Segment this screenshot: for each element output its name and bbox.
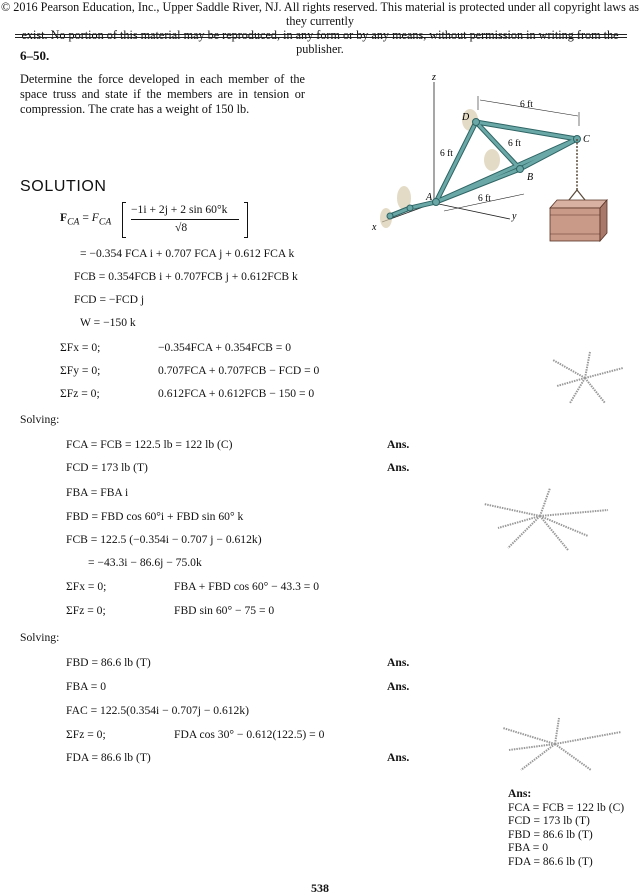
eq-fca-components: = −0.354 FCA i + 0.707 FCA j + 0.612 FCA k xyxy=(80,247,295,260)
eq-fba: FBA = FBA i xyxy=(66,486,129,499)
eq-sum-fx: −0.354FCA + 0.354FCB = 0 xyxy=(158,341,292,354)
eq-joint-b-fx-label: ΣFx = 0; xyxy=(66,580,107,593)
joint-D xyxy=(473,119,480,126)
x-axis-label: x xyxy=(372,222,377,233)
eq-joint-b-fz: FBD sin 60° − 75 = 0 xyxy=(174,604,275,617)
answer-fbd: FBD = 86.6 lb (T) xyxy=(508,827,593,841)
eq-fcb-vector: FCB = 122.5 (−0.354i − 0.707 j − 0.612k) xyxy=(66,533,262,546)
z-axis-label: z xyxy=(432,72,436,83)
support-B xyxy=(484,149,500,171)
fbd-sketch-c xyxy=(545,348,625,408)
page-number: 538 xyxy=(311,881,329,895)
member-BC xyxy=(520,139,577,169)
joint-A xyxy=(433,199,440,206)
eq-fbd: FBD = FBD cos 60°i + FBD sin 60° k xyxy=(66,510,244,523)
eq-fcd: FCD = −FCD j xyxy=(74,293,145,306)
answer-summary-title: Ans: xyxy=(508,787,532,800)
ans-marker: Ans. xyxy=(387,656,410,669)
solving-label-2: Solving: xyxy=(20,631,60,644)
eq-fca-denominator: √8 xyxy=(175,221,188,234)
y-axis-label: y xyxy=(512,211,517,222)
problem-statement: Determine the force developed in each member of the space truss and state if the members are in tension or compression. The crate has a weight of 150 lb. xyxy=(20,72,305,116)
ans-marker: Ans. xyxy=(387,461,410,474)
eq-fcb: FCB = 0.354FCB i + 0.707FCB j + 0.612FCB k xyxy=(74,270,298,283)
eq-joint-b-fx: FBA + FBD cos 60° − 43.3 = 0 xyxy=(174,580,320,593)
answer-summary xyxy=(508,787,633,868)
answer-fda: FDA = 86.6 lb (T) xyxy=(508,854,593,868)
eq-sum-fx-label: ΣFx = 0; xyxy=(60,341,101,354)
crate-front xyxy=(550,208,600,241)
copyright-line-2: exist. No portion of this material may be reproduced, in any form or by any means, without permission in writing from the publisher. xyxy=(21,28,619,56)
dim-mid: 6 ft xyxy=(508,139,521,149)
top-rule xyxy=(15,34,627,35)
ans-marker: Ans. xyxy=(387,680,410,693)
space-truss-figure xyxy=(360,70,630,255)
label-D: D xyxy=(462,112,470,123)
result-fba: FBA = 0 xyxy=(66,680,107,693)
eq-fca-lhs: $F_{CA} = F_{CA}$ xyxy=(60,211,112,228)
eq-fcb-components: = −43.3i − 86.6j − 75.0k xyxy=(88,556,202,569)
result-fbd: FBD = 86.6 lb (T) xyxy=(66,656,151,669)
crate-top xyxy=(550,200,607,208)
eq-sum-fz-label: ΣFz = 0; xyxy=(60,387,100,400)
label-B: B xyxy=(527,172,534,183)
copyright-notice xyxy=(0,0,640,56)
label-A: A xyxy=(426,192,433,203)
dim-left: 6 ft xyxy=(440,149,453,159)
eq-sum-fz: 0.612FCA + 0.612FCB − 150 = 0 xyxy=(158,387,315,400)
top-rule-thin xyxy=(15,37,627,38)
joint-B xyxy=(517,166,524,173)
eq-fca-numerator: −1i + 2j + 2 sin 60°k xyxy=(131,203,228,216)
result-fda: FDA = 86.6 lb (T) xyxy=(66,751,151,764)
answer-fca-fcb: FCA = FCB = 122 lb (C) xyxy=(508,800,625,814)
fbd-sketch-b xyxy=(478,484,613,554)
eq-fac: FAC = 122.5(0.354i − 0.707j − 0.612k) xyxy=(66,704,250,717)
ans-marker: Ans. xyxy=(387,751,410,764)
answer-fcd: FCD = 173 lb (T) xyxy=(508,814,590,827)
solving-label-1: Solving: xyxy=(20,413,60,426)
copyright-line-1: © 2016 Pearson Education, Inc., Upper Saddle River, NJ. All rights reserved. This material is protected under all copyright laws as they currently xyxy=(0,0,640,28)
fbd-sketch-a xyxy=(495,714,625,774)
eq-sum-fy-label: ΣFy = 0; xyxy=(60,364,101,377)
label-C: C xyxy=(583,134,590,145)
eq-joint-a-fz: FDA cos 30° − 0.612(122.5) = 0 xyxy=(174,728,325,741)
dim-bottom: 6 ft xyxy=(478,194,491,204)
eq-joint-a-fz-label: ΣFz = 0; xyxy=(66,728,106,741)
result-fcd: FCD = 173 lb (T) xyxy=(66,461,148,474)
eq-sum-fy: 0.707FCA + 0.707FCB − FCD = 0 xyxy=(158,364,320,377)
eq-weight: W = −150 k xyxy=(80,316,136,329)
solution-heading: SOLUTION xyxy=(20,178,107,195)
eq-fca-bracket xyxy=(122,202,248,238)
result-fca-fcb: FCA = FCB = 122.5 lb = 122 lb (C) xyxy=(66,438,233,451)
problem-number: 6–50. xyxy=(20,48,50,63)
answer-fba: FBA = 0 xyxy=(508,841,549,854)
dim-top: 6 ft xyxy=(520,100,533,110)
ans-marker: Ans. xyxy=(387,438,410,451)
eq-joint-b-fz-label: ΣFz = 0; xyxy=(66,604,106,617)
